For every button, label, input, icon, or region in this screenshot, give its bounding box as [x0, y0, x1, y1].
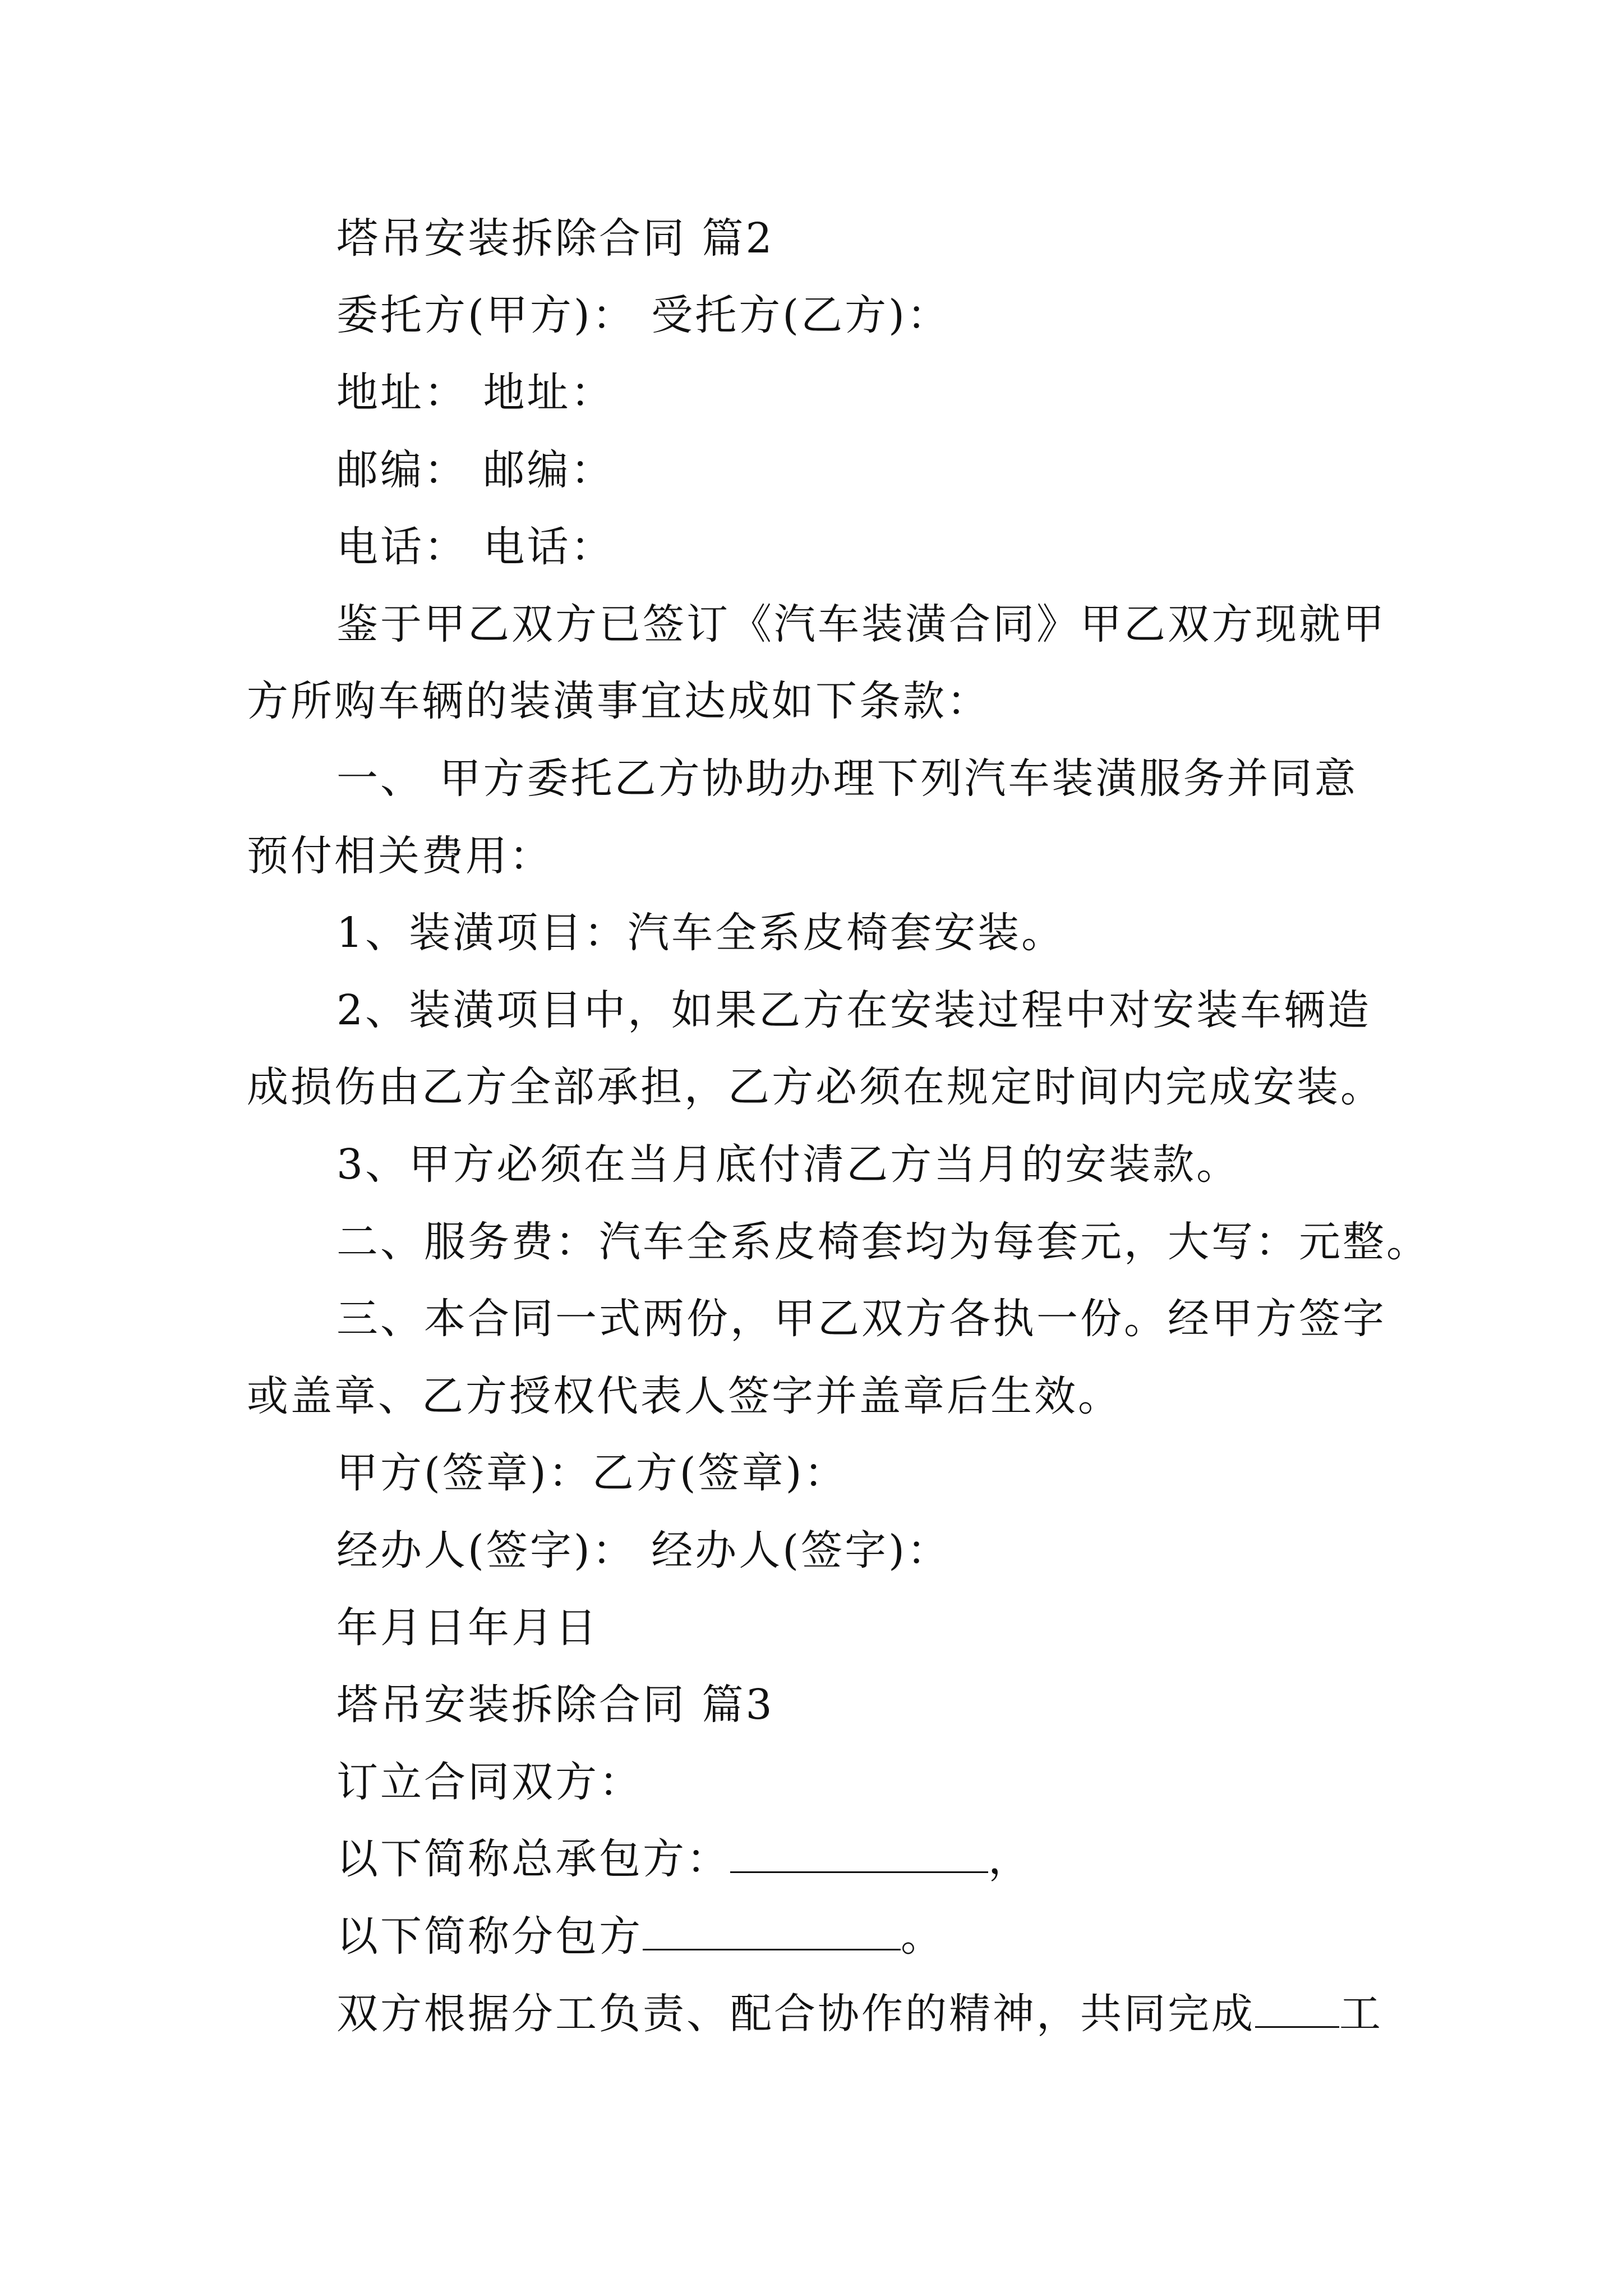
paragraph-tail: 工 [1339, 1990, 1383, 2038]
address-line: 地址： 地址： [336, 369, 615, 417]
subcontractor-line [336, 1908, 944, 1964]
section-heading: 塔吊安装拆除合同 篇3 [336, 1681, 774, 1729]
paragraph-line: 预付相关费用： [247, 832, 553, 880]
clause-line: 2、装潢项目中，如果乙方在安装过程中对安装车辆造 [336, 986, 1372, 1034]
date-line: 年月日年月日 [336, 1604, 599, 1652]
signature-line: 经办人(签字)： 经办人(签字)： [336, 1526, 951, 1575]
clause-line: 成损伤由乙方全部承担，乙方必须在规定时间内完成安装。 [247, 1063, 1384, 1111]
clause-line: 或盖章、乙方授权代表人签字并盖章后生效。 [247, 1372, 1122, 1420]
contractor-blank [730, 1832, 988, 1873]
party-line: 订立合同双方： [336, 1758, 643, 1806]
section-heading: 塔吊安装拆除合同 篇2 [336, 214, 774, 263]
paragraph-line [336, 1986, 1383, 2042]
party-line: 委托方(甲方)： 受托方(乙方)： [336, 291, 951, 339]
contractor-line [336, 1831, 1032, 1887]
contractor-comma: ， [988, 1835, 1032, 1883]
subcontractor-label: 以下简称分包方 [336, 1912, 643, 1961]
paragraph-line: 方所购车辆的装潢事宜达成如下条款： [247, 677, 990, 725]
contractor-label: 以下简称总承包方： [336, 1835, 730, 1883]
clause-line: 3、甲方必须在当月底付清乙方当月的安装款。 [336, 1140, 1241, 1189]
postcode-line: 邮编： 邮编： [336, 446, 615, 494]
paragraph-text: 双方根据分工负责、配合协作的精神，共同完成 [336, 1990, 1255, 2038]
project-blank [1255, 1987, 1339, 2028]
phone-line: 电话： 电话： [336, 523, 615, 571]
clause-line: 二、服务费：汽车全系皮椅套均为每套元，大写：元整。 [336, 1218, 1430, 1266]
paragraph-line: 一、 甲方委托乙方协助办理下列汽车装潢服务并同意 [336, 754, 1358, 803]
subcontractor-period: 。 [901, 1912, 944, 1961]
clause-line: 三、本合同一式两份，甲乙双方各执一份。经甲方签字 [336, 1295, 1386, 1343]
paragraph-line: 鉴于甲乙双方已签订《汽车装潢合同》甲乙双方现就甲 [336, 600, 1386, 648]
clause-line: 1、装潢项目：汽车全系皮椅套安装。 [336, 909, 1066, 957]
subcontractor-blank [643, 1910, 901, 1950]
signature-line: 甲方(签章)：乙方(签章)： [336, 1449, 848, 1497]
